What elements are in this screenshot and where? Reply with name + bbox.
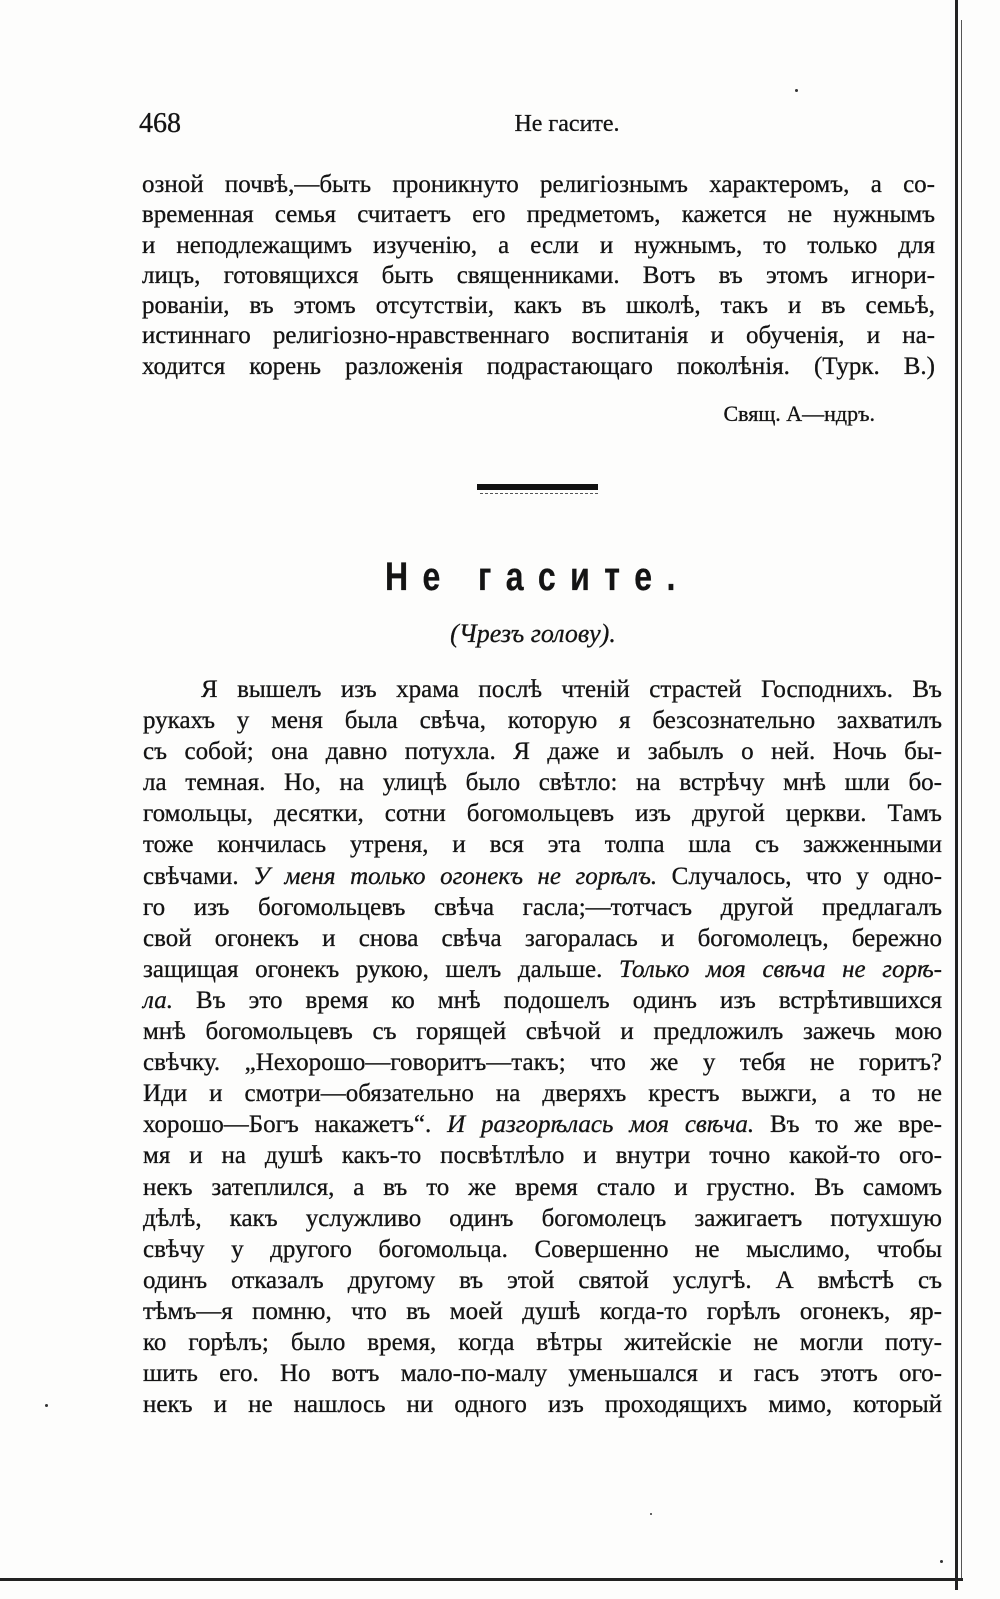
text-line bbox=[143, 1389, 942, 1420]
italic-text-span: Только моя свѣча не горѣ- bbox=[619, 955, 943, 983]
author-signature: Свящ. А—ндръ. bbox=[723, 401, 875, 426]
text-span: временная семья считаетъ его предметомъ, кажется не нужнымъ bbox=[142, 201, 935, 229]
text-line bbox=[143, 892, 942, 923]
text-span: Иди и смотри—обязательно на дверяхъ крестъ выжги, а то не bbox=[143, 1080, 942, 1108]
text-span: защищая огонекъ рукою, шелъ дальше. bbox=[143, 955, 620, 983]
text-line bbox=[143, 1234, 942, 1265]
text-span: ла темная. Но, на улицѣ было свѣтло: на встрѣчу мнѣ шли бо- bbox=[143, 769, 942, 797]
text-line bbox=[143, 798, 942, 829]
text-line bbox=[143, 736, 942, 767]
page-number: 468 bbox=[139, 108, 181, 139]
text-span: одинъ отказалъ другому въ этой святой услугѣ. А вмѣстѣ съ bbox=[143, 1266, 942, 1294]
section-divider bbox=[477, 484, 598, 490]
text-span: озной почвѣ,—быть проникнуто религіознымъ характеромъ, а со- bbox=[142, 171, 935, 198]
text-span: свой огонекъ и снова свѣча загоралась и богомолецъ, бережно bbox=[143, 924, 942, 952]
text-line bbox=[143, 674, 942, 705]
text-line bbox=[143, 1327, 942, 1358]
text-line bbox=[143, 1078, 942, 1109]
text-line bbox=[142, 170, 935, 200]
scan-edge-bottom-line bbox=[0, 1578, 963, 1581]
scan-speck bbox=[940, 1560, 943, 1563]
text-line bbox=[143, 1016, 942, 1047]
text-line bbox=[143, 985, 942, 1016]
text-line bbox=[143, 1047, 942, 1078]
text-span: тѣмъ—я помню, что въ моей душѣ когда-то горѣлъ огонекъ, яр- bbox=[143, 1297, 942, 1325]
text-line bbox=[143, 705, 942, 736]
scan-edge-right-line bbox=[955, 0, 958, 1590]
text-span: го изъ богомольцевъ свѣча гасла;—тотчасъ другой предлагалъ bbox=[143, 893, 942, 921]
text-line bbox=[142, 321, 935, 351]
scan-speck bbox=[795, 89, 798, 92]
previous-article-text bbox=[142, 170, 935, 382]
text-span: и неподлежащимъ изученію, а если и нужнымъ, то только для bbox=[142, 231, 935, 259]
text-line bbox=[142, 352, 935, 382]
text-line bbox=[143, 1172, 942, 1203]
italic-text-span: ла. bbox=[143, 986, 173, 1014]
text-span: рукахъ у меня была свѣча, которую я безсознательно захватилъ bbox=[143, 707, 942, 735]
italic-text-span: И разгорѣлась моя свѣча. bbox=[447, 1111, 755, 1139]
text-span: тоже кончилась утреня, и вся эта толпа шла съ зажженными bbox=[143, 831, 942, 859]
text-line bbox=[143, 1265, 942, 1296]
italic-text-span: У меня только огонекъ не горѣлъ. bbox=[253, 862, 658, 890]
text-span: Случалось, что у одно- bbox=[657, 862, 942, 890]
text-line bbox=[143, 829, 942, 860]
text-line bbox=[143, 1140, 942, 1171]
text-line bbox=[143, 1203, 942, 1234]
text-span: ходится корень разложенія подрастающаго поколѣнія. (Турк. В.) bbox=[142, 352, 935, 380]
scan-speck bbox=[45, 1404, 48, 1407]
text-span: свѣчу у другого богомольца. Совершенно не мыслимо, чтобы bbox=[143, 1235, 942, 1263]
article-body bbox=[143, 674, 942, 1420]
text-span: свѣчку. „Нехорошо—говоритъ—такъ; что же у тебя не горитъ? bbox=[143, 1049, 942, 1077]
text-span: хорошо—Богъ накажетъ“. bbox=[143, 1111, 448, 1139]
running-head: Не гасите. bbox=[514, 111, 620, 137]
text-line bbox=[142, 291, 935, 321]
text-span: мнѣ богомольцевъ съ горящей свѣчой и предложилъ зажечь мою bbox=[143, 1018, 942, 1046]
scan-edge-right-thin-line bbox=[961, 20, 962, 1580]
text-line bbox=[142, 261, 935, 291]
text-line bbox=[143, 1358, 942, 1389]
text-line bbox=[143, 1296, 942, 1327]
text-span: дѣлѣ, какъ услужливо одинъ богомолецъ зажигаетъ потухшую bbox=[143, 1204, 942, 1232]
text-span: гомольцы, десятки, сотни богомольцевъ изъ другой церкви. Тамъ bbox=[143, 800, 942, 828]
text-span: некъ затеплился, а въ то же время стало и грустно. Въ самомъ bbox=[143, 1173, 942, 1201]
text-span: лицъ, готовящихся быть священниками. Вотъ въ этомъ игнори- bbox=[142, 261, 935, 289]
text-line bbox=[142, 200, 935, 230]
section-divider-dashes bbox=[480, 493, 598, 494]
text-span: некъ и не нашлось ни одного изъ проходящихъ мимо, который bbox=[143, 1391, 942, 1419]
scan-speck bbox=[650, 1513, 652, 1515]
article-subtitle: (Чрезъ голову). bbox=[450, 619, 616, 648]
text-span: Въ это время ко мнѣ подошелъ одинъ изъ встрѣтившихся bbox=[172, 986, 942, 1014]
text-span: рованіи, въ этомъ отсутствіи, какъ въ школѣ, такъ и въ семьѣ, bbox=[142, 292, 935, 320]
text-span: свѣчами. bbox=[143, 862, 254, 890]
article-title: Не гасите. bbox=[385, 555, 690, 599]
text-line bbox=[143, 923, 942, 954]
text-span: Въ то же вре- bbox=[754, 1111, 942, 1139]
text-line bbox=[143, 767, 942, 798]
text-line bbox=[143, 1109, 942, 1140]
text-span: мя и на душѣ какъ-то посвѣтлѣло и внутри точно какой-то ого- bbox=[143, 1142, 942, 1170]
text-line bbox=[143, 861, 942, 892]
text-line bbox=[142, 231, 935, 261]
text-span: съ собой; она давно потухла. Я даже и забылъ о ней. Ночь бы- bbox=[143, 738, 942, 766]
text-span: Я вышелъ изъ храма послѣ чтеній страстей Господнихъ. Въ bbox=[201, 676, 942, 703]
text-span: ко горѣлъ; было время, когда вѣтры житейскіе не могли поту- bbox=[143, 1328, 942, 1356]
text-span: истиннаго религіозно-нравственнаго воспитанія и обученія, и на- bbox=[142, 322, 935, 350]
text-line bbox=[143, 954, 942, 985]
text-span: шить его. Но вотъ мало-по-малу уменьшался и гасъ этотъ ого- bbox=[143, 1360, 942, 1388]
